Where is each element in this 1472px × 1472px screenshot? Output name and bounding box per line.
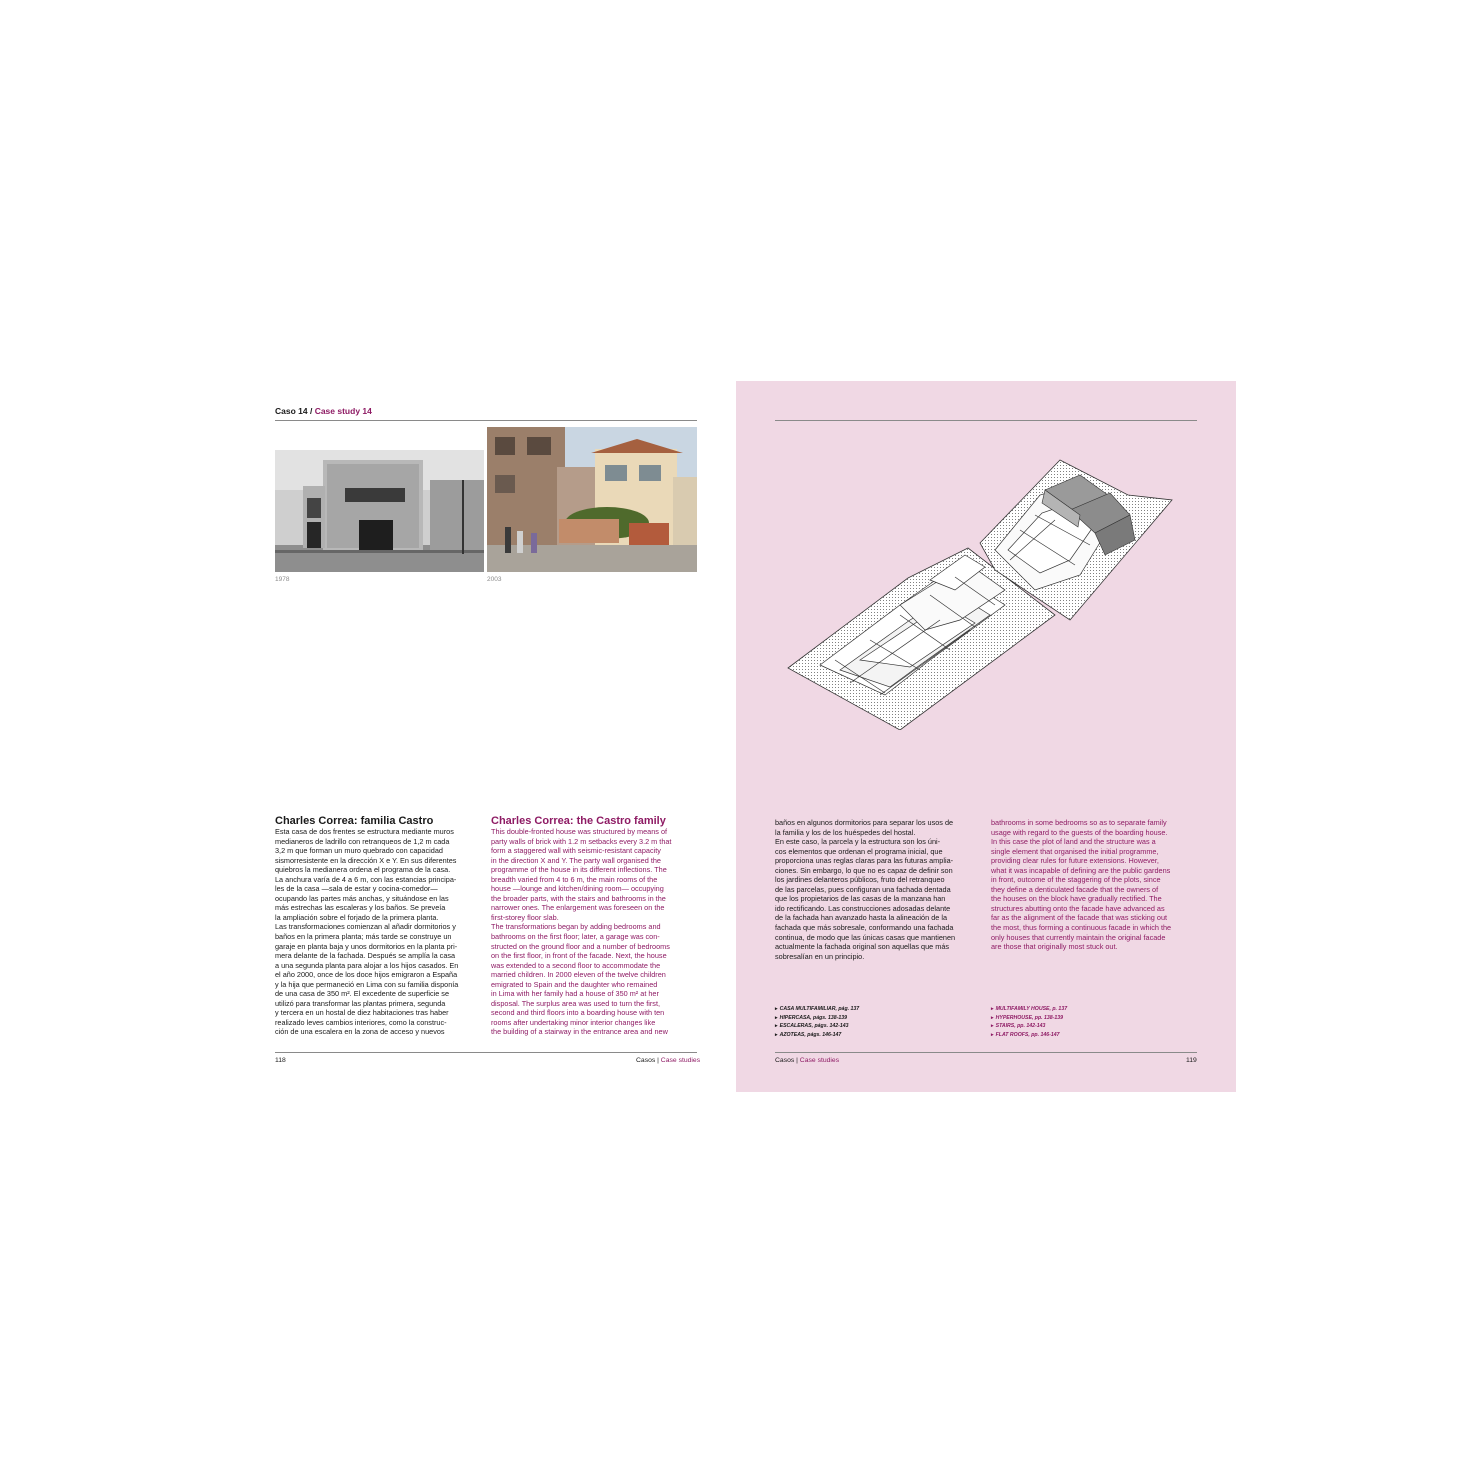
ref-item-en[interactable]: ▸ FLAT ROOFS, pp. 146-147 xyxy=(991,1031,1067,1040)
photo-1978-image xyxy=(275,450,484,572)
section-label-en-right: Case studies xyxy=(797,1057,840,1064)
ref-item-en[interactable]: ▸ HYPERHOUSE, pp. 138-139 xyxy=(991,1014,1067,1023)
photo-2003-caption: 2003 xyxy=(487,576,502,583)
section-label-right xyxy=(775,1057,839,1064)
section-label-es-right: Casos | xyxy=(775,1057,798,1064)
heading-en: Charles Correa: the Castro family xyxy=(491,815,666,827)
case-header xyxy=(275,406,372,416)
section-label-en: Case studies xyxy=(658,1057,701,1064)
heading-es: Charles Correa: familia Castro xyxy=(275,815,434,827)
body-text-es: Esta casa de dos frentes se estructura mediante muros medianeros de ladrillo con retranqueos de 1,2 m cada 3,2 m que forman un muro quebrado con capacidad sismorresistente en la dirección X e Y. En sus diferentes quiebros la medianera ordena el programa de la casa. La anchura varía de 4 a 6 m, con las estancias principa- les de la casa —sala de estar y cocina-comedor— ocupando las partes más anchas, y situándose en las más estrechas las escaleras y los baños. Se preveía la ampliación sobre el forjado de la primera planta. Las transformaciones comienzan al añadir dormitorios y baños en la primera planta; más tarde se construye un garaje en planta baja y unos dormitorios en la planta pri- mera delante de la fachada. Después se amplía la casa a una segunda planta para alojar a los hijos casados. En el año 2000, once de los doce hijos emigraron a España y la hija que permaneció en Lima con su familia disponía de una casa de 350 m². El excedente de superficie se utilizó para transformar las plantas primera, segunda y tercera en un hostal de diez habitaciones tras haber realizado leves cambios interiores, como la construc- ción de una escalera en la zona de acceso y nuevos xyxy=(275,827,459,1037)
body-text-en-continued: bathrooms in some bedrooms so as to separate family usage with regard to the guests of the boarding house. In this case the plot of land and the structure was a single element that organised the initial programme, providing clear rules for future extensions. However, what it was incapable of defining are the public gardens in front, outcome of the staggering of the plots, since they define a denticulated facade that the owners of the houses on the block have gradually rectified. The structures abutting onto the facade have advanced as far as the alignment of the facade that was sticking out the most, thus forming a continuous facade in which the only houses that currently maintain the original facade are those that originally most stuck out. xyxy=(991,818,1172,952)
photo-2003-image xyxy=(487,427,697,572)
footer-rule-right xyxy=(775,1052,1197,1053)
ref-item-en[interactable]: ▸ MULTIFAMILY HOUSE, p. 137 xyxy=(991,1005,1067,1014)
ref-item-es[interactable]: ▸ ESCALERAS, págs. 142-143 xyxy=(775,1022,859,1031)
header-rule xyxy=(275,420,697,421)
section-label-left xyxy=(636,1057,700,1064)
page-number-right: 119 xyxy=(1186,1057,1197,1064)
photo-1978 xyxy=(275,450,484,572)
page-number-left: 118 xyxy=(275,1057,286,1064)
section-label-es: Casos | xyxy=(636,1057,659,1064)
ref-item-es[interactable]: ▸ AZOTEAS, págs. 146-147 xyxy=(775,1031,859,1040)
ref-item-es[interactable]: ▸ CASA MULTIFAMILIAR, pág. 137 xyxy=(775,1005,859,1014)
ref-item-en[interactable]: ▸ STAIRS, pp. 142-143 xyxy=(991,1022,1067,1031)
axonometric-drawing xyxy=(780,455,1180,730)
photo-1978-caption: 1978 xyxy=(275,576,290,583)
cross-references-en xyxy=(991,1005,1067,1039)
case-header-en: Case study 14 xyxy=(312,406,372,416)
photo-2003 xyxy=(487,427,697,572)
footer-rule-left xyxy=(275,1052,697,1053)
body-text-es-continued: baños en algunos dormitorios para separar los usos de la familia y los de los huéspedes del hostal. En este caso, la parcela y la estructura son los úni- cos elementos que ordenan el programa inicial, que proporciona unas reglas claras para las futuras amplia- ciones. Sin embargo, lo que no es capaz de definir son los jardines delanteros públicos, fruto del retranqueo de las parcelas, pues configuran una fachada dentada que los propietarios de las casas de la manzana han ido rectificando. Las construcciones adosadas delante de la fachada han avanzado hasta la alineación de la fachada que más sobresale, conformando una fachada continua, de modo que las únicas casas que mantienen actualmente la fachada original son aquellas que más sobresalían en un principio. xyxy=(775,818,956,961)
case-header-es: Caso 14 / xyxy=(275,406,313,416)
body-text-en: This double-fronted house was structured by means of party walls of brick with 1.2 m setbacks every 3.2 m that form a staggered wall with seismic-resistant capacity in the direction X and Y. The party wall organised the programme of the house in its different inflections. The breadth varied from 4 to 6 m, the main rooms of the house —lounge and kitchen/dining room— occupying the broader parts, with the stairs and bathrooms in the narrower ones. The enlargement was foreseen on the first-storey floor slab. The transformations began by adding bedrooms and bathrooms on the first floor; later, a garage was con- structed on the ground floor and a number of bedrooms on the first floor, in front of the facade. Next, the house was extended to a second floor to accommodate the married children. In 2000 eleven of the twelve children emigrated to Spain and the daughter who remained in Lima with her family had a house of 350 m² at her disposal. The surplus area was used to turn the first, second and third floors into a boarding house with ten rooms after undertaking minor interior changes like the building of a stairway in the entrance area and new xyxy=(491,827,672,1037)
ref-item-es[interactable]: ▸ HIPERCASA, págs. 138-139 xyxy=(775,1014,859,1023)
header-rule-right xyxy=(775,420,1197,421)
axonometric-image xyxy=(780,455,1180,730)
cross-references-es xyxy=(775,1005,859,1039)
